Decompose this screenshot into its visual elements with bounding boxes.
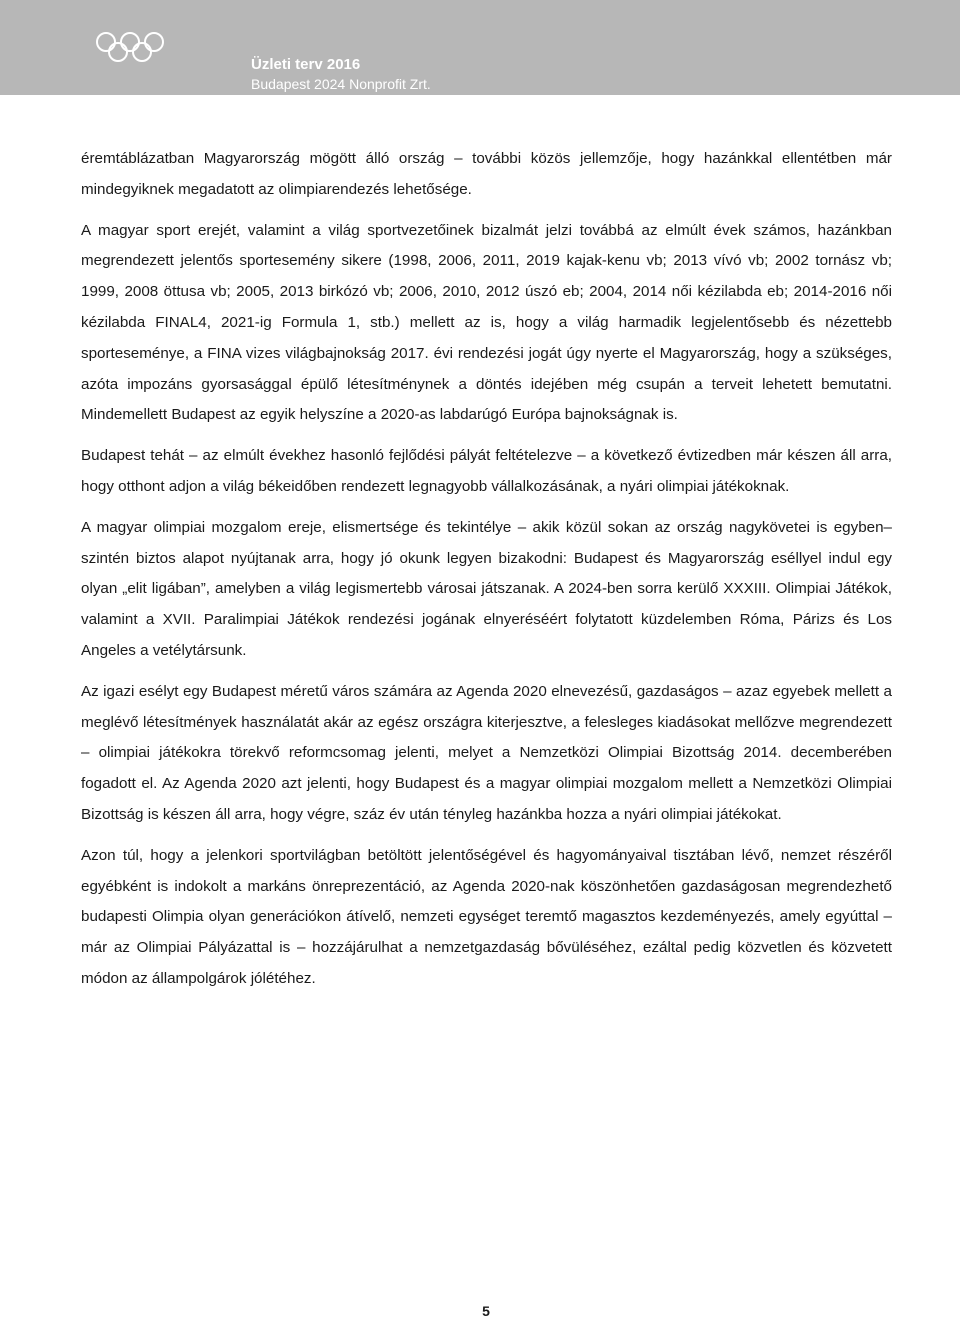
header-title: Üzleti terv 2016 — [251, 56, 361, 73]
paragraph: Az igazi esélyt egy Budapest méretű város számára az Agenda 2020 elnevezésű, gazdaságos – azaz egyebek mellett a meglévő létesítmények használatát akár az egész országra kiterjesztve, a felesleges kiadásokat mellőzve megrendezett – olimpiai játékokra törekvő reformcsomag jelenti, melyet a Nemzetközi Olimpiai Bizottság 2014. decemberében fogadott el. Az Agenda 2020 azt jelenti, hogy Budapest és a magyar olimpiai mozgalom mellett a Nemzetközi Olimpiai Bizottság is készen áll arra, hogy végre, száz év után tényleg hazánkba hozza a nyári olimpiai játékokat. — [81, 682, 892, 823]
paragraph: Budapest tehát – az elmúlt évekhez hasonló fejlődési pályát feltételezve – a következő évtizedben már készen áll arra, hogy otthont adjon a világ békeidőben rendezett legnagyobb vállalkozásának, a nyári olimpiai játékoknak. — [81, 447, 892, 495]
paragraph: A magyar olimpiai mozgalom ereje, elismertsége és tekintélye – akik közül sokan az ország nagykövetei is egyben– szintén biztos alapot nyújtanak arra, hogy jó okunk legyen bizakodni: Budapest és Magyarország eséllyel indul egy olyan „elit ligában”, amelyben a világ legismertebb városai játszanak. A 2024-ben sorra kerülő XXXIII. Olimpiai Játékok, valamint a XVII. Paralimpiai Játékok rendezési jogának elnyeréséért folytatott küzdelemben Róma, Párizs és Los Angeles a vetélytársunk. — [81, 518, 892, 659]
page-header — [0, 0, 960, 95]
paragraph: éremtáblázatban Magyarország mögött álló ország – további közös jellemzője, hogy hazánkkal ellentétben már mindegyiknek megadatott az olimpiarendezés lehetősége. — [81, 150, 892, 198]
header-subtitle: Budapest 2024 Nonprofit Zrt. — [251, 76, 431, 92]
page-number: 5 — [482, 1303, 490, 1319]
paragraph: A magyar sport erejét, valamint a világ sportvezetőinek bizalmát jelzi továbbá az elmúlt évek számos, hazánkban megrendezett jelentős sportesemény sikere (1998, 2006, 2011, 2019 kajak-kenu vb; 2013 vívó vb; 2002 tornász vb; 1999, 2008 öttusa vb; 2005, 2013 birkózó vb; 2006, 2010, 2012 úszó eb; 2004, 2014 női kézilabda eb; 2014-2016 női kézilabda FINAL4, 2021-ig Formula 1, stb.) mellett az is, hogy a világ harmadik legjelentősebb és nézettebb sporteseménye, a FINA vizes világbajnokság 2017. évi rendezési jogát úgy nyerte el Magyarország, hogy a szükséges, azóta impozáns gyorsasággal épülő létesítménynek a döntés idejében még csupán a terveit lehetett bemutatni. Mindemellett Budapest az egyik helyszíne a 2020-as labdarúgó Európa bajnokságnak is. — [81, 221, 892, 424]
olympic-rings-icon — [95, 30, 165, 66]
paragraph: Azon túl, hogy a jelenkori sportvilágban betöltött jelentőségével és hagyományaival tisztában lévő, nemzet részéről egyébként is indokolt a markáns önreprezentáció, az Agenda 2020-nak köszönhetően gazdaságosan megrendezhető budapesti Olimpia olyan generációkon átívelő, nemzeti egységet teremtő magasztos kezdeményezés, amely egyúttal – már az Olimpiai Pályázattal is – hozzájárulhat a nemzetgazdaság bővüléséhez, ezáltal pedig közvetlen és közvetett módon az állampolgárok jólétéhez. — [81, 846, 892, 987]
document-body — [81, 144, 892, 1005]
